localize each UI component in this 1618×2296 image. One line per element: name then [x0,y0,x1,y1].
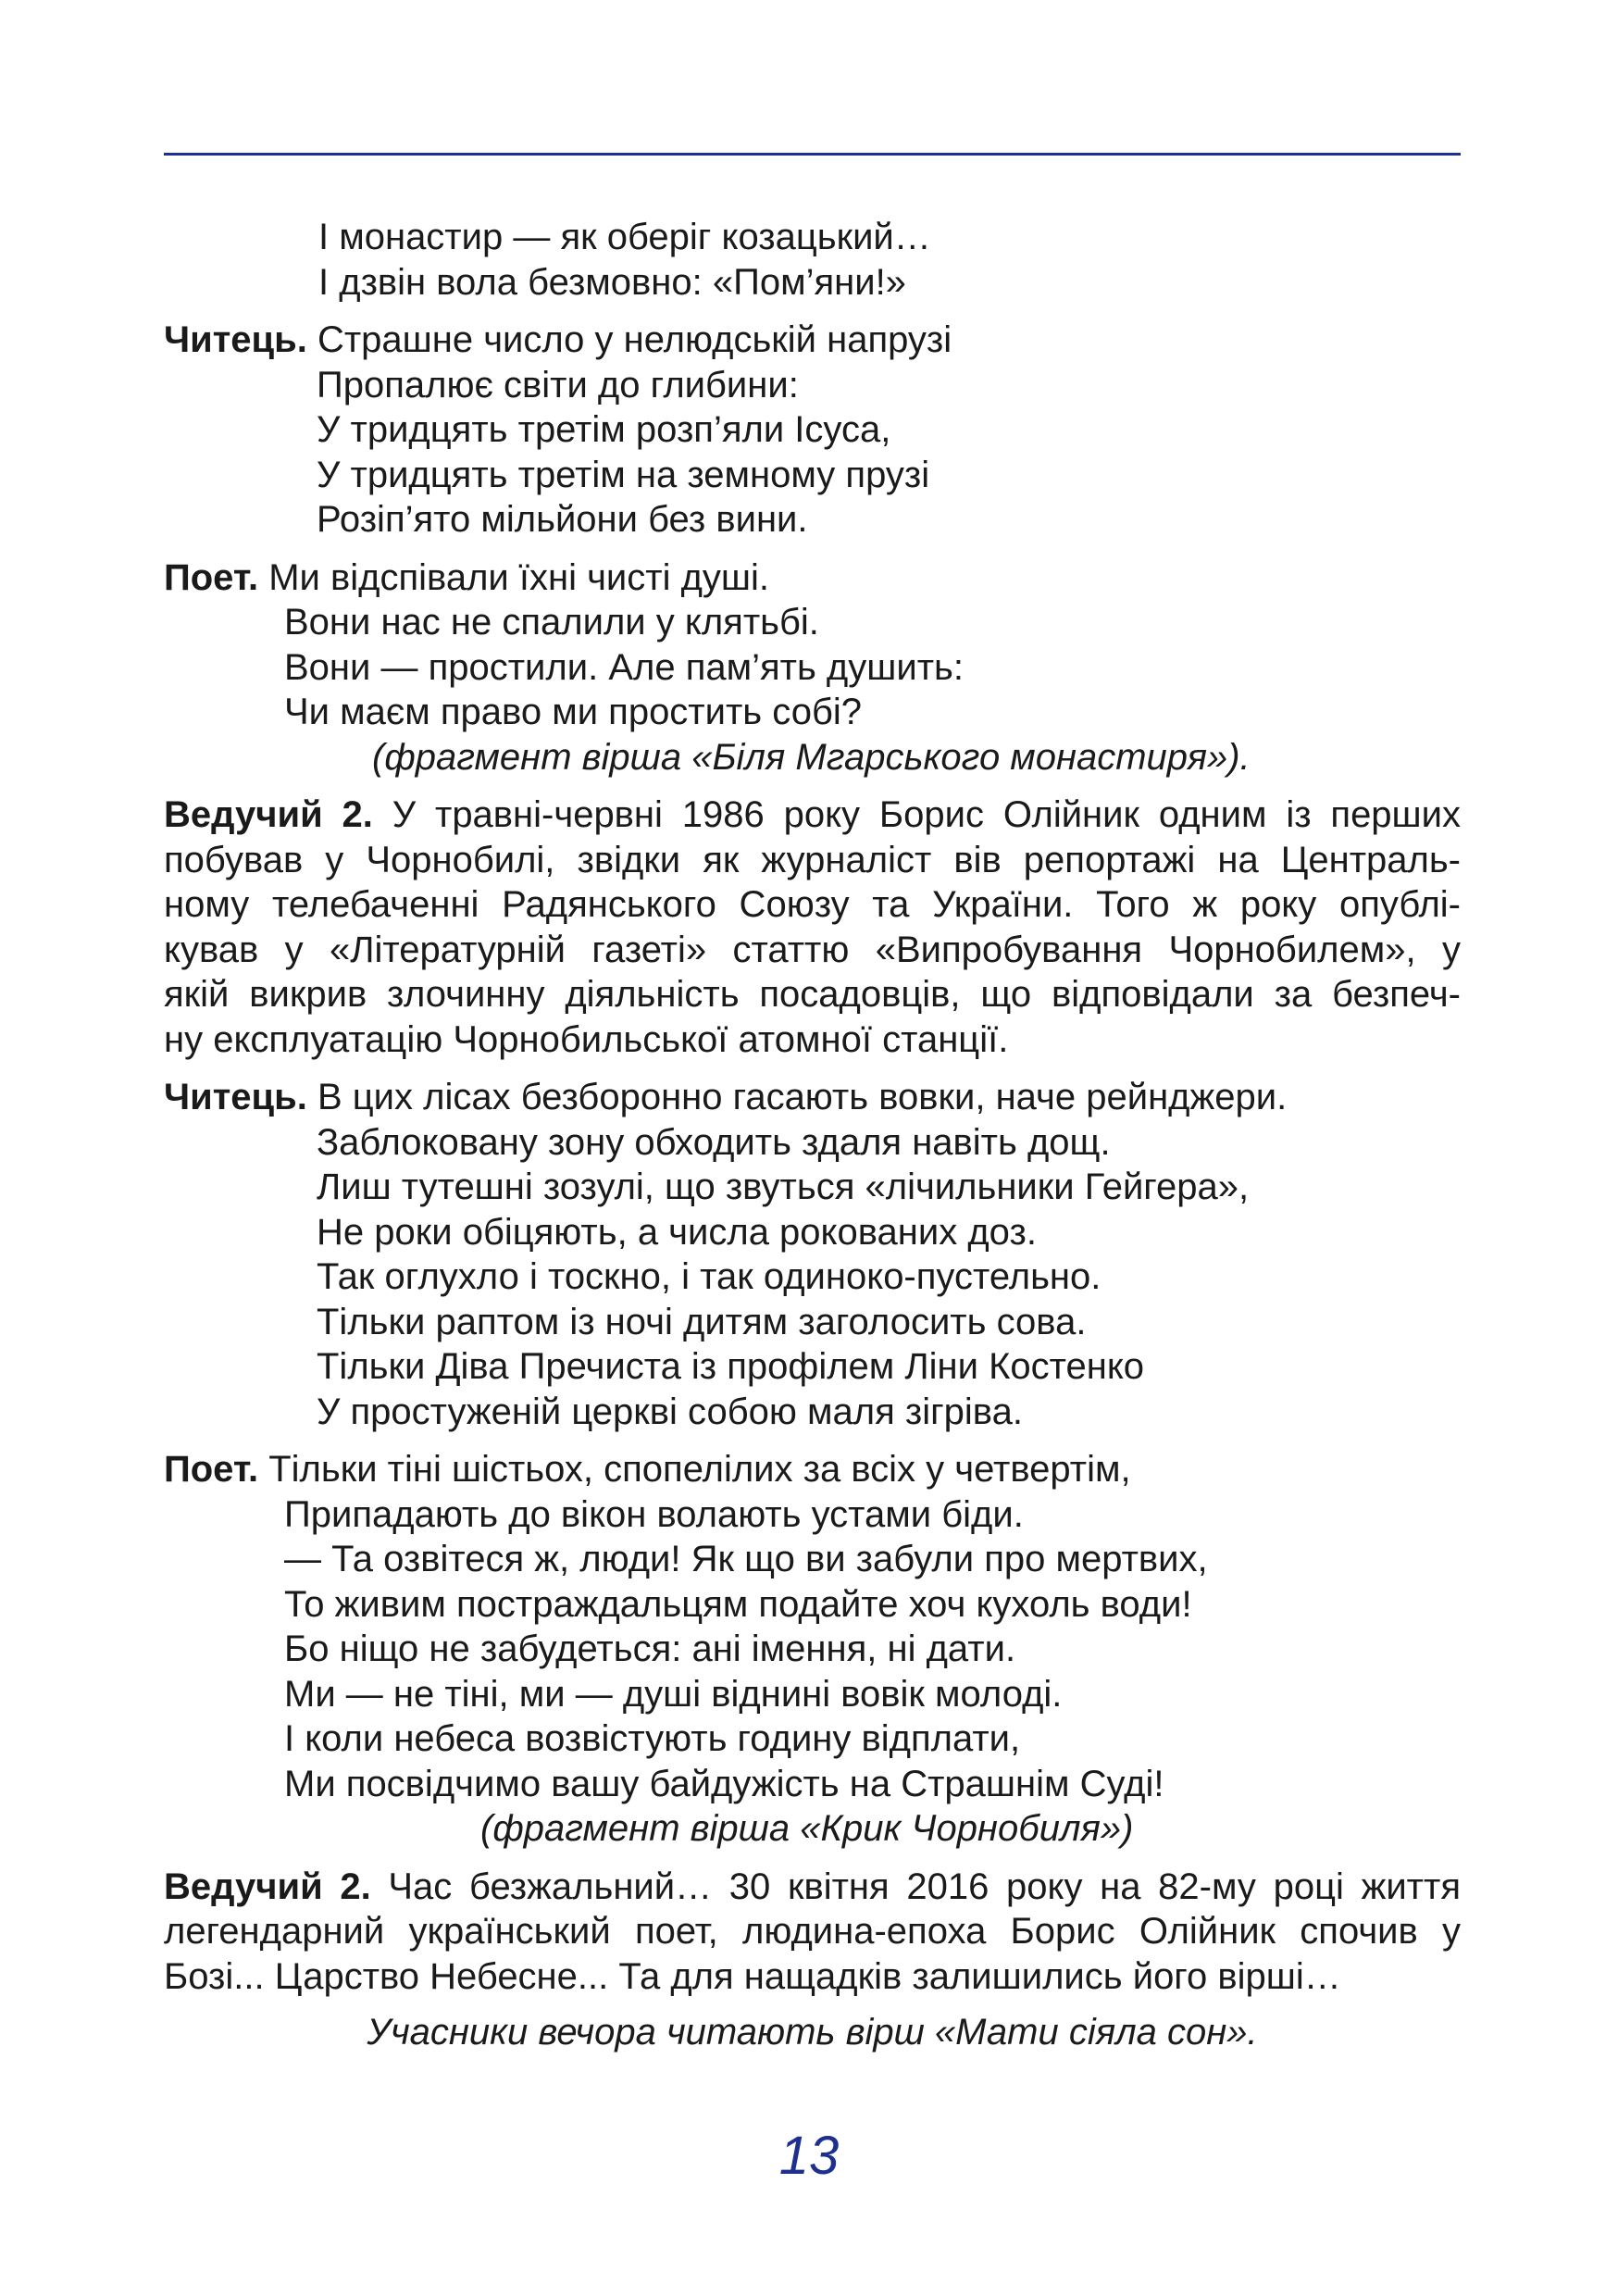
verse-text: В цих лісах безборонно гасають вовки, наче рейнджери. [317,1077,1288,1117]
verse-line: І монастир — як оберіг козацький… [318,217,931,257]
speaker-label: Поет. [164,1449,259,1490]
verse-first-line [164,555,1461,601]
speaker-label: Поет. [164,556,259,598]
prose-line: ну експлуатацію Чорнобильської атомної станції. [164,1018,1009,1060]
prose-text: Час безжальний… 30 квітня 2016 року на 82-му році життя [388,1866,1461,1907]
poem-attribution: (фрагмент вірша «Біля Мгарського монастиря»). [372,736,1251,778]
prose-line: побував у Чорнобилі, звідки як журналіст вів репортажі на Централь- [164,839,1461,880]
speaker-label: Читець. [164,1077,307,1117]
verse-line: Тільки Діва Пречиста із профілем Ліни Костенко [317,1346,1145,1387]
verse-first-line [164,1447,1461,1492]
verse-text: Тільки тіні шістьох, спопелілих за всіх у четвертім, [268,1449,1131,1490]
verse-line: І дзвін вола безмовно: «Пом’яни!» [318,261,906,303]
verse-line: Ми — не тіні, ми — душі віднині вовік молоді. [284,1673,1063,1715]
prose-line: кував у «Літературній газеті» статтю «Випробування Чорнобилем», у [164,929,1461,970]
verse-first-line [164,1075,1461,1120]
page-number: 13 [778,2126,840,2186]
verse-line: Тільки раптом із ночі дитям заголосить сова. [317,1301,1087,1342]
verse-line: Вони нас не спалили у клятьбі. [284,602,819,643]
prose-text: У травні-червні 1986 року Борис Олійник одним із перших [392,794,1461,835]
verse-line: Припадають до вікон волають устами біди. [284,1493,1024,1535]
verse-line: У тридцять третім розп’яли Ісуса, [317,409,891,450]
verse-line: Розіп’ято мільйони без вини. [317,499,808,540]
header-rule [164,153,1461,156]
prose-line [164,792,1461,838]
verse-line: — Та озвітеся ж, люди! Як що ви забули про мертвих, [284,1539,1208,1579]
prose-line: ному телебаченні Радянського Союзу та України. Того ж року опублі- [164,884,1461,925]
verse-line: У простуженій церкві собою маля зігріва. [317,1391,1023,1432]
verse-line: Вони — простили. Але пам’ять душить: [284,646,964,688]
verse-line: Бо ніщо не забудеться: ані імення, ні дати. [284,1628,1016,1669]
verse-line: То живим постраждальцям подайте хоч кухоль води! [284,1583,1192,1625]
stage-direction: Учасники вечора читають вірш «Мати сіяла сон». [367,2012,1258,2053]
verse-line: У тридцять третім на земному прузі [317,454,930,495]
verse-text: Страшне число у нелюдській напрузі [317,319,952,360]
verse-line: Чи маєм право ми простить собі? [284,692,862,732]
poem-attribution: (фрагмент вірша «Крик Чорнобиля») [480,1808,1134,1849]
verse-line: Так оглухло і тоскно, і так одиноко-пустельно. [317,1256,1101,1297]
verse-line: Не роки обіцяють, а числа рокованих доз. [317,1211,1037,1253]
speaker-label: Ведучий 2. [164,794,373,835]
verse-line: Заблоковану зону обходить здаля навіть дощ. [317,1121,1111,1163]
verse-line: І коли небеса возвістують годину відплати, [284,1718,1021,1759]
verse-line: Ми посвідчимо вашу байдужість на Страшнім Суді! [284,1763,1164,1804]
verse-text: Ми відспівали їхні чисті душі. [268,556,769,598]
verse-first-line [164,318,1461,363]
speaker-label: Ведучий 2. [164,1866,371,1907]
verse-line: Пропалює світи до глибини: [317,364,799,406]
page-body [164,215,1461,2055]
prose-line: Бозі... Царство Небесне... Та для нащадків залишились його вірші… [164,1955,1341,1997]
prose-line: легендарний український поет, людина-епоха Борис Олійник спочив у [164,1911,1461,1952]
speaker-label: Читець. [164,319,307,360]
prose-line: якій викрив злочинну діяльність посадовців, що відповідали за безпеч- [164,974,1461,1015]
prose-line [164,1865,1461,1910]
verse-line: Лиш тутешні зозулі, що звуться «лічильники Гейгера», [317,1167,1250,1207]
